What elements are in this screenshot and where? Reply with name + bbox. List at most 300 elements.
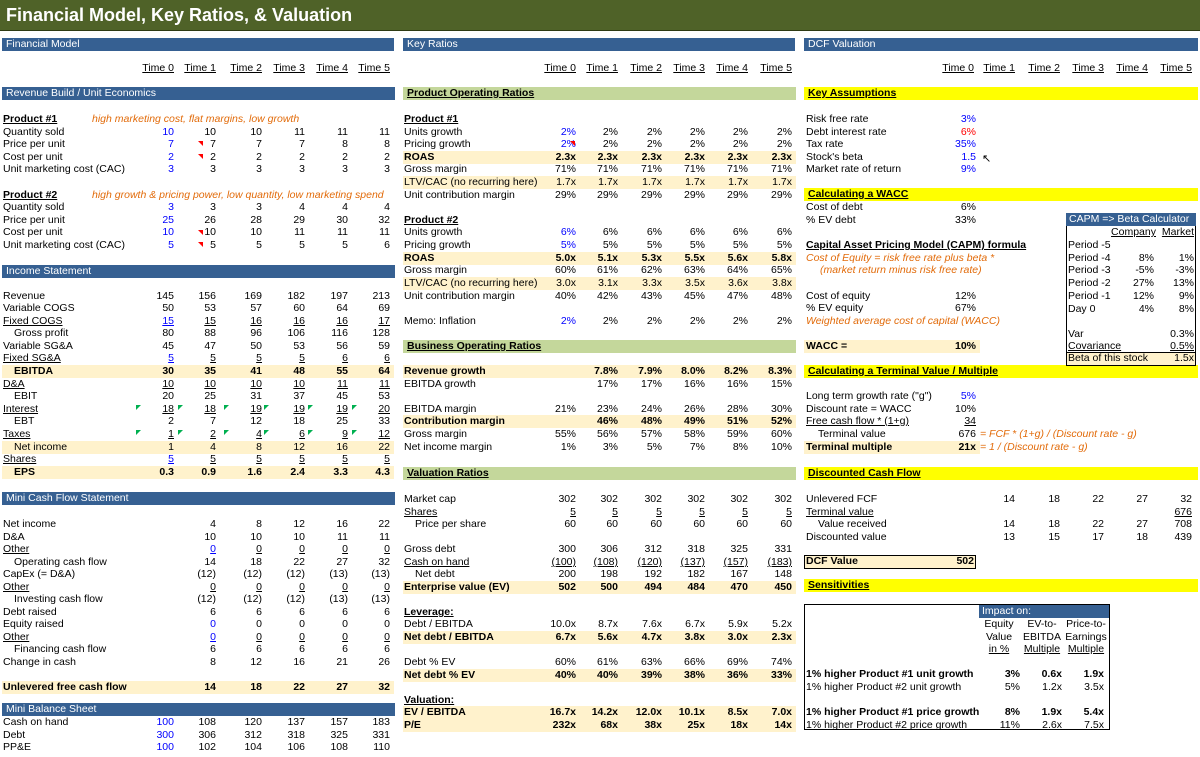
fm-cell: 50 — [162, 302, 174, 314]
fm-cell: (13) — [329, 568, 348, 580]
fm-header-time-2: Time 2 — [230, 62, 262, 74]
kr-cell: 10.1x — [678, 706, 705, 718]
fm-row-label: Interest — [3, 403, 39, 415]
kr-cell: 2.3x — [727, 151, 748, 163]
fm-cell: 27 — [336, 556, 348, 568]
fm-cell: 11 — [379, 126, 390, 138]
fm-cell: 6 — [299, 606, 305, 618]
sens-col-header: Equity — [984, 618, 1014, 630]
fm-cell: 7 — [256, 138, 262, 150]
kr-cell: 8.0% — [681, 365, 705, 377]
kr-row-label: Product #1 — [404, 113, 459, 125]
fm-cell: 10 — [204, 531, 216, 543]
tv-value: 676 — [958, 428, 976, 440]
income-statement-header: Income Statement — [2, 265, 395, 278]
kr-cell: 318 — [687, 543, 705, 555]
kr-cell: (137) — [680, 556, 705, 568]
kr-cell: 3.8x — [684, 631, 705, 643]
fm-row-label: Shares — [3, 453, 37, 465]
kr-cell: 8% — [732, 441, 748, 453]
kr-cell: 40% — [596, 669, 618, 681]
fm-cell: 12 — [378, 428, 390, 440]
fm-cell: 0 — [299, 543, 305, 555]
fm-cell: 0 — [384, 618, 390, 630]
fm-cell: 29 — [293, 214, 305, 226]
fm-cell: 6 — [299, 428, 305, 440]
sens-c: 5.4x — [1083, 706, 1104, 718]
fm-cell: 6 — [384, 643, 390, 655]
kr-cell: 2% — [560, 126, 576, 138]
tv-label: Terminal value — [818, 428, 886, 440]
beta-market: 8% — [1178, 302, 1194, 315]
kr-cell: 47% — [726, 290, 748, 302]
fm-cell: 0 — [384, 631, 390, 643]
fm-cell: 5 — [168, 239, 174, 251]
fm-cell: 22 — [378, 518, 390, 530]
fm-cell: 53 — [293, 340, 305, 352]
wacc-result-value: 10% — [954, 340, 976, 352]
kr-cell: 58% — [683, 428, 705, 440]
kr-cell: 48% — [770, 290, 792, 302]
fm-cell: 5 — [299, 453, 305, 465]
kr-cell: 6% — [646, 226, 662, 238]
sens-col-header: Value — [985, 630, 1013, 643]
fm-cell: 0.3 — [159, 466, 174, 478]
fm-cell: 47 — [204, 340, 216, 352]
kr-cell: 5.3x — [641, 252, 662, 264]
kr-cell: 2.3x — [641, 151, 662, 163]
fm-cell: 69 — [378, 302, 390, 314]
fm-row-label: Change in cash — [3, 656, 76, 668]
kr-header-time-1: Time 1 — [586, 62, 618, 74]
fm-cell: 3.3 — [333, 466, 348, 478]
beta-period: Period -5 — [1068, 239, 1111, 251]
fm-cell: 10 — [250, 378, 262, 390]
kr-cell: 60 — [780, 518, 792, 530]
product-operating-ratios-header: Product Operating Ratios — [403, 87, 796, 100]
kr-cell: 10.0x — [550, 618, 576, 630]
kr-row-label: EBITDA growth — [404, 378, 476, 390]
key-assumptions-header: Key Assumptions — [804, 87, 1198, 100]
dcf-cell: 708 — [1174, 518, 1192, 530]
kr-cell: 2.3x — [684, 151, 705, 163]
kr-cell: 232x — [552, 719, 576, 731]
fm-cell: 9 — [342, 428, 348, 440]
assumption-value: 3% — [960, 113, 976, 125]
kr-row-label: Pricing growth — [404, 138, 471, 150]
kr-cell: (157) — [723, 556, 748, 568]
comment-marker — [198, 154, 203, 159]
fm-row-label: Financing cash flow — [14, 643, 107, 655]
beta-value: 1.5x — [1174, 352, 1194, 364]
kr-cell: 7% — [689, 441, 705, 453]
kr-header-time-3: Time 3 — [673, 62, 705, 74]
fm-cell: 11 — [337, 126, 348, 138]
fm-cell: 26 — [204, 214, 216, 226]
fm-cell: 11 — [337, 531, 348, 543]
business-operating-ratios-header: Business Operating Ratios — [403, 340, 796, 353]
kr-header-time-0: Time 0 — [544, 62, 576, 74]
kr-cell: 56% — [596, 428, 618, 440]
fm-row-label: EPS — [14, 466, 36, 478]
dcf-cell: 22 — [1092, 518, 1104, 530]
fm-cell: 3 — [210, 201, 216, 213]
kr-cell: 59% — [726, 428, 748, 440]
fm-cell: 16 — [336, 441, 348, 453]
kr-cell: 65% — [770, 264, 792, 276]
kr-cell: 2% — [602, 315, 618, 327]
kr-cell: 5 — [656, 506, 662, 518]
kr-row-label: Units growth — [404, 126, 463, 138]
sens-a: 11% — [999, 719, 1020, 731]
kr-cell: 16% — [726, 378, 748, 390]
fm-cell: 31 — [250, 390, 262, 402]
kr-cell: 63% — [683, 264, 705, 276]
fm-cell: 60 — [293, 302, 305, 314]
kr-row-label: Memo: Inflation — [404, 315, 476, 327]
kr-cell: 6% — [560, 226, 576, 238]
fm-cell: 104 — [244, 741, 262, 753]
kr-cell: 7.9% — [638, 365, 662, 377]
fm-cell: 12 — [293, 518, 305, 530]
kr-cell: 5 — [612, 506, 618, 518]
kr-cell: 74% — [770, 656, 792, 668]
beta-company: 8% — [1138, 251, 1154, 264]
kr-cell: 2% — [560, 138, 576, 150]
fm-cell: 30 — [162, 365, 174, 377]
fm-cell: 53 — [204, 302, 216, 314]
formula-marker — [178, 430, 183, 435]
wacc-label: % EV debt — [806, 214, 856, 226]
kr-cell: 14.2x — [591, 706, 618, 718]
tv-fcf-value: 34 — [964, 415, 976, 427]
sens-a: 3% — [1004, 668, 1020, 680]
kr-header-time-2: Time 2 — [630, 62, 662, 74]
kr-row-label: Debt / EBITDA — [404, 618, 473, 630]
kr-cell: 5% — [646, 441, 662, 453]
kr-cell: 3.1x — [598, 277, 618, 289]
fm-cell: 3 — [168, 163, 174, 175]
beta-col-company: Company — [1111, 226, 1156, 238]
dcf-row-label: Terminal value — [806, 506, 874, 518]
kr-cell: 40% — [554, 669, 576, 681]
kr-cell: 2% — [732, 126, 748, 138]
fm-cell: 6 — [342, 352, 348, 364]
fm-cell: 6 — [210, 643, 216, 655]
fm-cell: 0 — [210, 543, 216, 555]
fm-cell: 50 — [250, 340, 262, 352]
dcf-row-label: Discounted value — [806, 531, 887, 543]
fm-cell: 4 — [384, 201, 390, 213]
kr-row-label: Cash on hand — [404, 556, 470, 568]
kr-cell: 5.0x — [555, 252, 576, 264]
kr-cell: 30% — [770, 403, 792, 415]
kr-row-label: P/E — [404, 719, 421, 731]
kr-cell: 29% — [640, 189, 662, 201]
fm-cell: 32 — [378, 214, 390, 226]
assumption-label: Tax rate — [806, 138, 844, 150]
fm-cell: 21 — [336, 656, 348, 668]
comment-marker — [198, 230, 203, 235]
kr-cell: 12.0x — [635, 706, 662, 718]
kr-row-label: Leverage: — [404, 606, 454, 618]
kr-cell: 46% — [596, 415, 618, 427]
kr-row-label: Valuation: — [404, 694, 455, 706]
kr-cell: 2% — [689, 126, 705, 138]
kr-cell: 71% — [554, 163, 576, 175]
assumption-value: 35% — [954, 138, 976, 150]
kr-cell: 5% — [776, 239, 792, 251]
kr-cell: 2% — [776, 126, 792, 138]
kr-row-label: Shares — [404, 506, 438, 518]
dcf-header-time-2: Time 2 — [1028, 62, 1060, 74]
beta-label: Beta of this stock — [1068, 352, 1148, 364]
formula-marker — [264, 405, 269, 410]
fm-row-label: Fixed SG&A — [3, 352, 61, 364]
fm-cell: (13) — [371, 593, 390, 605]
fm-cell: 0 — [342, 618, 348, 630]
fm-cell: 3 — [342, 163, 348, 175]
fm-cell: 18 — [250, 556, 262, 568]
formula-marker — [224, 430, 229, 435]
kr-header-time-5: Time 5 — [760, 62, 792, 74]
kr-row-label: ROAS — [404, 252, 435, 264]
kr-cell: 6% — [689, 226, 705, 238]
formula-marker — [264, 430, 269, 435]
kr-cell: 60 — [650, 518, 662, 530]
kr-cell: 500 — [600, 581, 618, 593]
beta-period: Period -1 — [1068, 289, 1111, 302]
discounted-cash-flow-header: Discounted Cash Flow — [804, 467, 1198, 480]
fm-row-label: Taxes — [3, 428, 31, 440]
sens-a: 8% — [1004, 706, 1020, 718]
kr-cell: 48% — [640, 415, 662, 427]
kr-cell: 2% — [602, 138, 618, 150]
sens-col-header: in % — [988, 643, 1010, 655]
fm-cell: 14 — [204, 681, 216, 693]
fm-row-label: Equity raised — [3, 618, 64, 630]
fm-cell: 6 — [342, 606, 348, 618]
fm-cell: 0 — [342, 543, 348, 555]
kr-cell: 1% — [560, 441, 576, 453]
kr-cell: 71% — [770, 163, 792, 175]
kr-cell: 51% — [726, 415, 748, 427]
fm-cell: 18 — [162, 403, 174, 415]
kr-cell: 61% — [596, 656, 618, 668]
kr-cell: 2% — [732, 315, 748, 327]
fm-cell: 100 — [156, 741, 174, 753]
kr-cell: 64% — [726, 264, 748, 276]
fm-cell: 27 — [336, 681, 348, 693]
kr-cell: 8.2% — [724, 365, 748, 377]
fm-cell: 32 — [378, 556, 390, 568]
kr-cell: 36% — [726, 669, 748, 681]
comment-marker — [570, 141, 575, 146]
kr-cell: 40% — [554, 290, 576, 302]
fm-cell: 0 — [256, 618, 262, 630]
kr-row-label: Market cap — [404, 493, 456, 505]
beta-market: 9% — [1178, 289, 1194, 302]
capm-title: Capital Asset Pricing Model (CAPM) formula — [806, 239, 1027, 251]
kr-cell: 5% — [646, 239, 662, 251]
fm-cell: 6 — [256, 643, 262, 655]
kr-cell: 69% — [726, 656, 748, 668]
fm-cell: 41 — [250, 365, 262, 377]
fm-header-time-0: Time 0 — [142, 62, 174, 74]
fm-cell: 325 — [330, 729, 348, 741]
fm-row-label: Cost per unit — [3, 151, 63, 163]
kr-cell: 1.7x — [728, 176, 748, 188]
kr-cell: 331 — [774, 543, 792, 555]
fm-cell: 25 — [204, 390, 216, 402]
kr-row-label: LTV/CAC (no recurring here) — [404, 277, 538, 289]
fm-cell: 156 — [198, 290, 216, 302]
fm-cell: (13) — [329, 593, 348, 605]
fm-cell: 0 — [299, 581, 305, 593]
kr-cell: 21% — [554, 403, 576, 415]
fm-row-label: Price per unit — [3, 138, 65, 150]
fm-row-label: Other — [3, 631, 30, 643]
fm-cell: 4 — [342, 201, 348, 213]
fm-cell: 96 — [250, 327, 262, 339]
fm-cell: 0 — [210, 631, 216, 643]
sens-row-label: 1% higher Product #1 unit growth — [806, 668, 974, 680]
sens-row-label: 1% higher Product #1 price growth — [806, 706, 980, 718]
fm-row-label: Unlevered free cash flow — [3, 681, 127, 693]
fm-row-label: Quantity sold — [3, 126, 65, 138]
dcf-cell: 17 — [1092, 531, 1104, 543]
dcf-cell: 18 — [1048, 493, 1060, 505]
fm-cell: 2.4 — [290, 466, 305, 478]
kr-cell: 29% — [770, 189, 792, 201]
kr-cell: 71% — [640, 163, 662, 175]
fm-cell: 11 — [294, 226, 305, 238]
fm-cell: 106 — [287, 741, 305, 753]
formula-marker — [224, 405, 229, 410]
fm-cell: 6 — [299, 643, 305, 655]
fm-cell: 25 — [336, 415, 348, 427]
kr-cell: 2% — [776, 315, 792, 327]
fm-cell: 10 — [204, 226, 216, 238]
assumption-label: Risk free rate — [806, 113, 869, 125]
kr-cell: 450 — [774, 581, 792, 593]
fm-cell: 128 — [372, 327, 390, 339]
kr-cell: 60 — [564, 518, 576, 530]
fm-row-label: Variable COGS — [3, 302, 75, 314]
kr-cell: 6% — [776, 226, 792, 238]
kr-cell: 68x — [600, 719, 618, 731]
comment-marker — [198, 242, 203, 247]
kr-cell: 5 — [786, 506, 792, 518]
fm-cell: 22 — [293, 556, 305, 568]
fm-cell: 11 — [379, 531, 390, 543]
fm-cell: 5 — [210, 453, 216, 465]
kr-cell: 71% — [683, 163, 705, 175]
comment-marker — [198, 141, 203, 146]
kr-cell: 2% — [732, 138, 748, 150]
kr-cell: 302 — [774, 493, 792, 505]
kr-cell: 45% — [683, 290, 705, 302]
fm-cell: 19 — [250, 403, 262, 415]
kr-cell: 42% — [596, 290, 618, 302]
kr-cell: 5 — [699, 506, 705, 518]
kr-cell: 306 — [600, 543, 618, 555]
fm-cell: 59 — [378, 340, 390, 352]
kr-row-label: Price per share — [415, 518, 487, 530]
kr-cell: 198 — [600, 568, 618, 580]
tv-note: = FCF * (1+g) / (Discount rate - g) — [980, 428, 1137, 440]
fm-cell: 16 — [293, 315, 305, 327]
beta-company: -5% — [1135, 264, 1154, 277]
kr-row-label: Unit contribution margin — [404, 189, 515, 201]
fm-cell: 3 — [384, 163, 390, 175]
dcf-header-time-3: Time 3 — [1072, 62, 1104, 74]
kr-cell: 8.5x — [727, 706, 748, 718]
kr-cell: 325 — [730, 543, 748, 555]
kr-row-label: Gross margin — [404, 264, 468, 276]
kr-cell: 2% — [646, 138, 662, 150]
dcf-value-label: DCF Value — [806, 555, 858, 567]
fm-cell: 2 — [342, 151, 348, 163]
fm-cell: 8 — [384, 138, 390, 150]
kr-cell: 7.0x — [771, 706, 792, 718]
capm-formula-2: (market return minus risk free rate) — [820, 264, 982, 276]
fm-cell: 48 — [293, 365, 305, 377]
kr-cell: 3.8x — [772, 277, 792, 289]
kr-cell: 60% — [554, 656, 576, 668]
fm-row-note: high growth & pricing power, low quantity, low marketing spend — [92, 189, 384, 201]
kr-cell: 60 — [606, 518, 618, 530]
kr-cell: 43% — [640, 290, 662, 302]
formula-marker — [178, 405, 183, 410]
kr-cell: 470 — [730, 581, 748, 593]
kr-cell: 2% — [646, 126, 662, 138]
assumption-value: 1.5 — [961, 151, 976, 163]
formula-marker — [136, 430, 141, 435]
cost-equity-label: Cost of equity — [806, 290, 871, 302]
fm-header-time-1: Time 1 — [184, 62, 216, 74]
fm-cell: 5 — [168, 453, 174, 465]
beta-period: Period -2 — [1068, 277, 1111, 290]
fm-cell: 17 — [378, 315, 390, 327]
beta-period: Day 0 — [1068, 302, 1096, 315]
sens-c: 7.5x — [1084, 719, 1104, 731]
fm-cell: (12) — [286, 568, 305, 580]
fm-row-label: Cash on hand — [3, 716, 69, 728]
fm-row-label: PP&E — [3, 741, 32, 753]
fm-cell: 12 — [293, 441, 305, 453]
fm-cell: 8 — [256, 441, 262, 453]
kr-cell: 15% — [770, 378, 792, 390]
kr-row-label: Gross margin — [404, 163, 468, 175]
kr-row-label: Units growth — [404, 226, 463, 238]
fm-cell: 2 — [168, 151, 174, 163]
kr-cell: 7.6x — [642, 618, 662, 630]
kr-cell: 494 — [644, 581, 662, 593]
fm-cell: 0 — [210, 618, 216, 630]
fm-cell: 25 — [162, 214, 174, 226]
fm-cell: 3 — [256, 201, 262, 213]
fm-row-label: Fixed COGS — [3, 315, 63, 327]
kr-row-label: Contribution margin — [404, 415, 505, 427]
fm-cell: 6 — [384, 239, 390, 251]
fm-cell: 108 — [198, 716, 216, 728]
kr-cell: 484 — [687, 581, 705, 593]
fm-cell: 3 — [210, 163, 216, 175]
beta-company: 4% — [1138, 302, 1154, 315]
fm-cell: 3 — [168, 201, 174, 213]
fm-cell: 11 — [294, 126, 305, 138]
